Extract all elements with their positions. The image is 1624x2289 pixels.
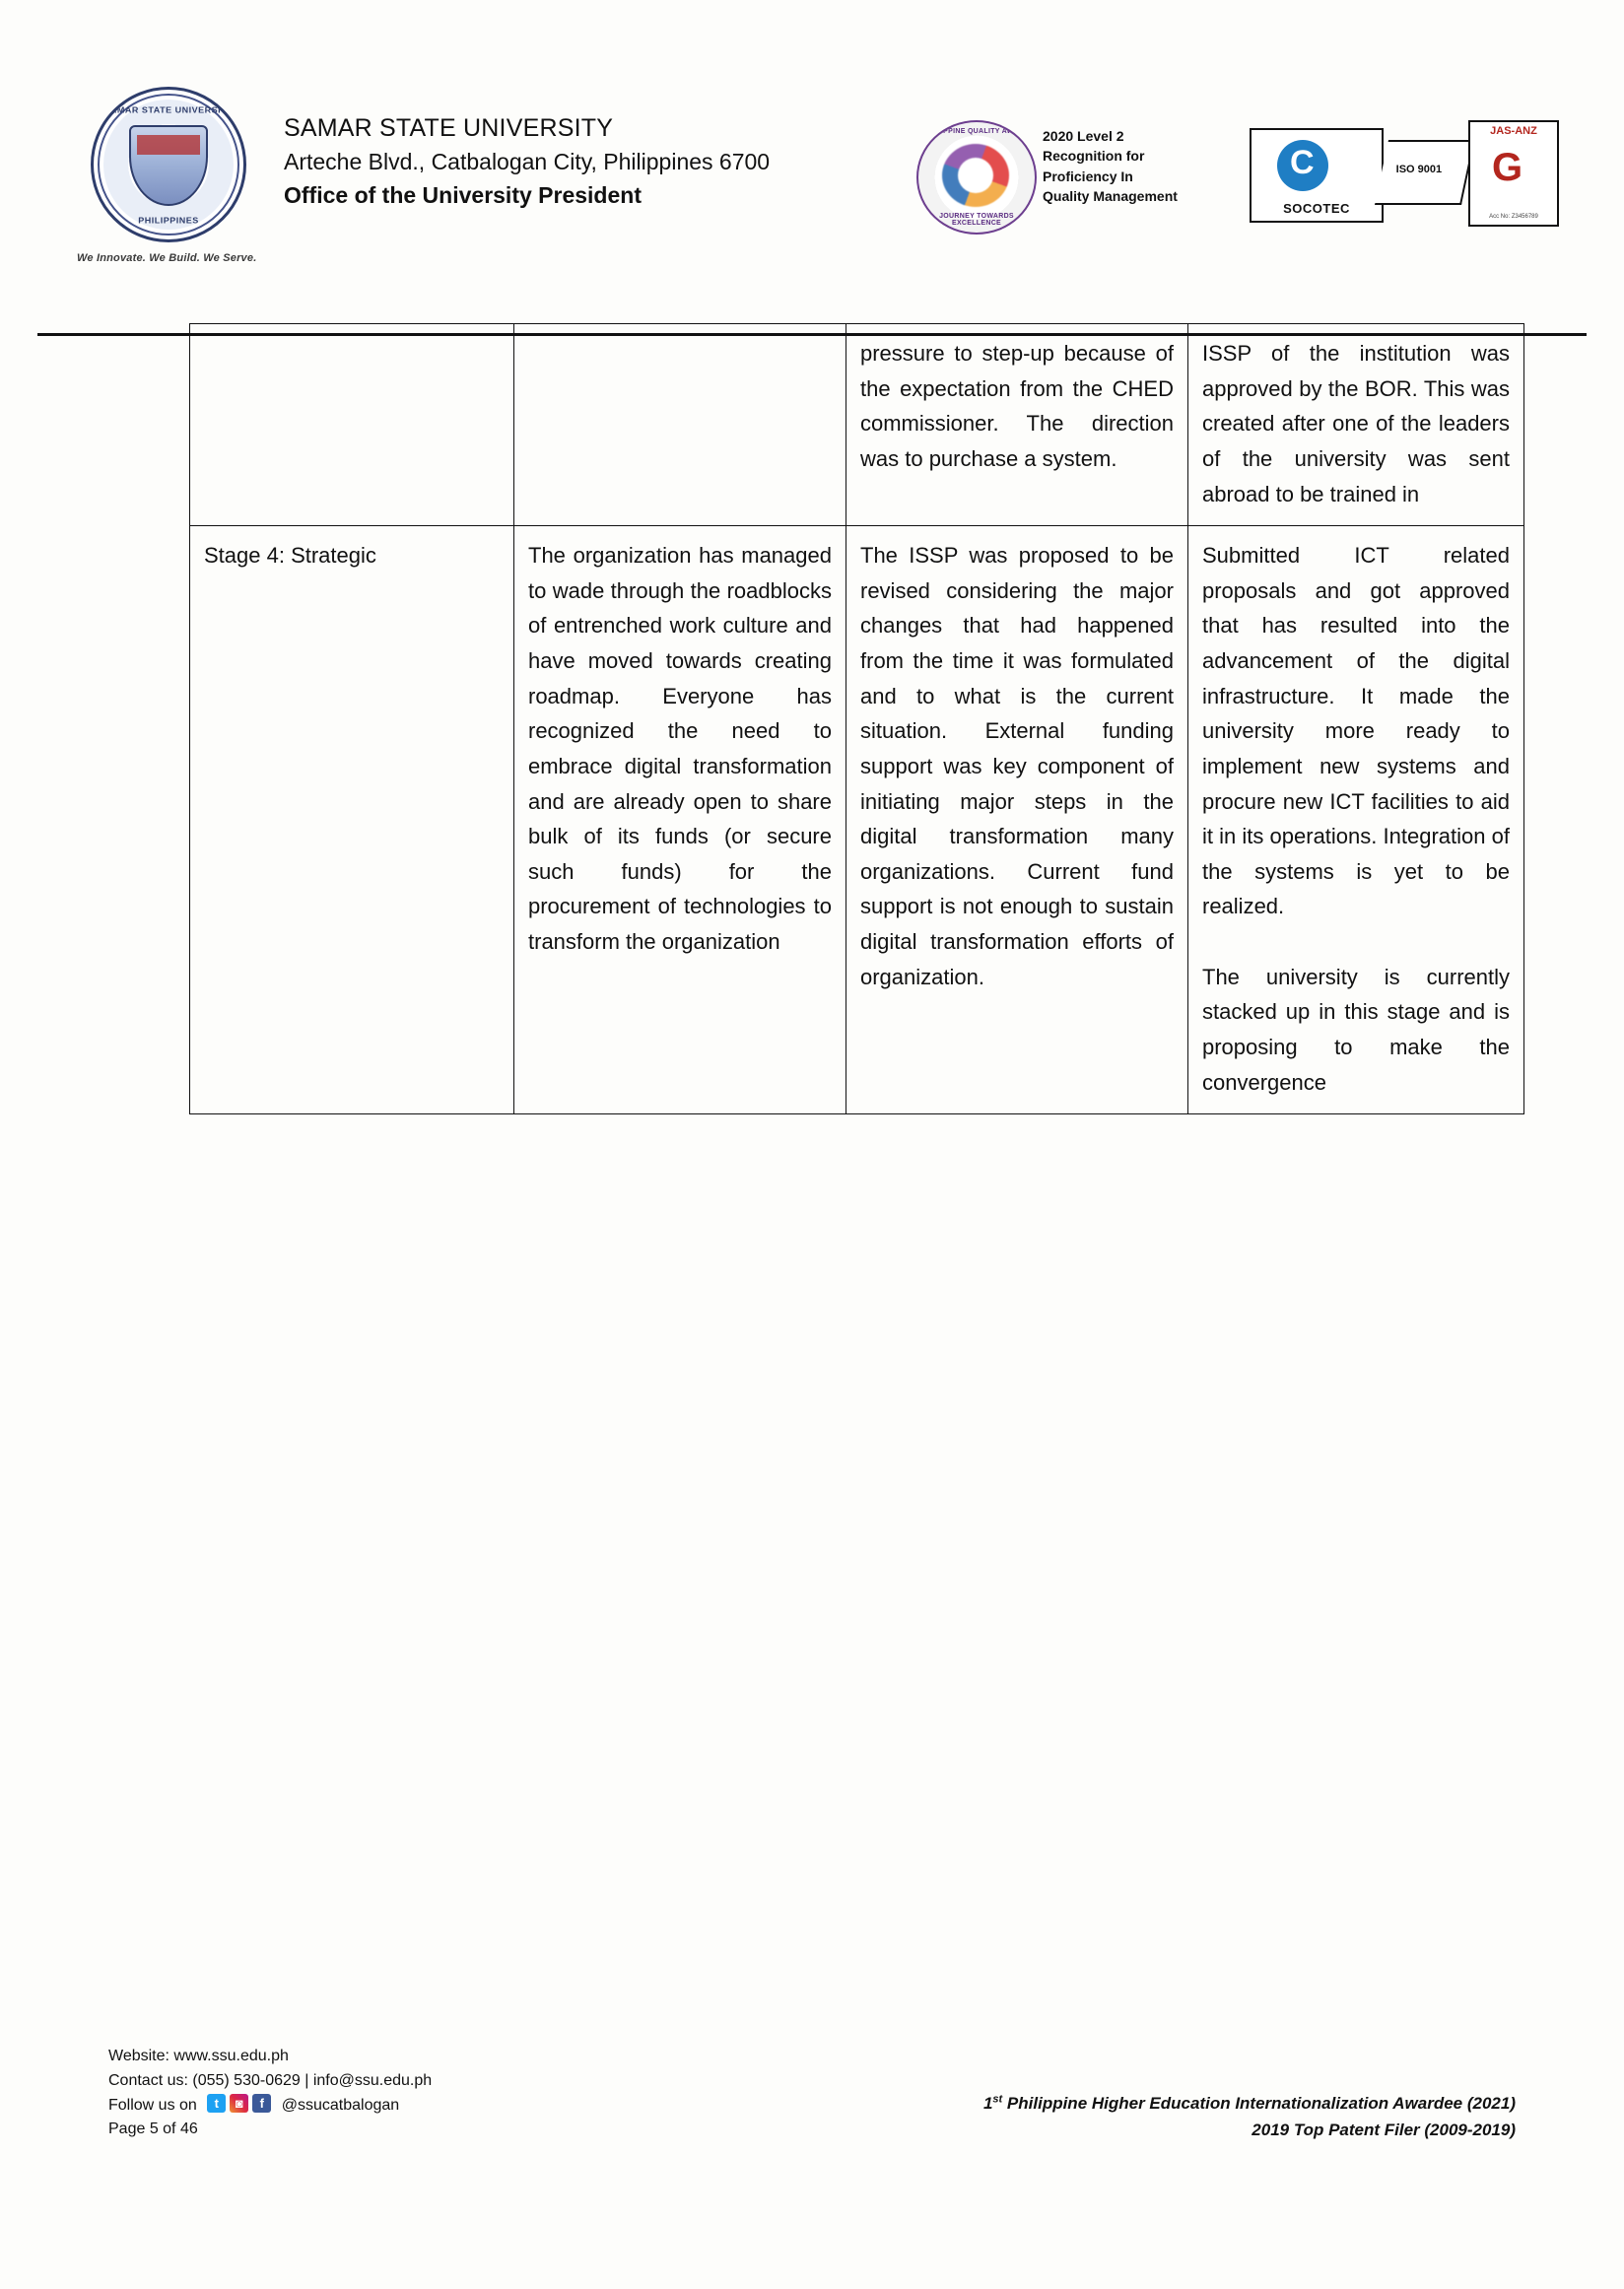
footer-award-line-2: 2019 Top Patent Filer (2009-2019): [1252, 2121, 1516, 2140]
twitter-icon[interactable]: t: [207, 2094, 226, 2113]
socotec-mark: [1277, 140, 1328, 191]
university-seal-icon: [91, 87, 246, 242]
paragraph-gap: [1202, 924, 1510, 960]
footer-page-number: Page 5 of 46: [108, 2121, 198, 2138]
jas-anz-logo-icon: [1468, 120, 1559, 227]
footer-awards-block: [983, 2090, 1516, 2143]
certification-logos-block: [1250, 120, 1545, 229]
document-footer: [0, 2045, 1624, 2222]
pqa-line-2: Recognition for: [1043, 148, 1145, 165]
footer-social-line: [108, 2094, 432, 2119]
table-cell-remarks-part-2: The university is currently stacked up in this stage and is proposing to make the convergence: [1202, 964, 1510, 1095]
table-cell-issp: The ISSP was proposed to be revised considering the major changes that had happened from the time it was formulated and to what is the current situation. External funding support was key component of initiating major steps in the digital transformation many organizations. Current fund support is not enough to sustain digital transformation efforts of organization.: [846, 526, 1188, 1114]
facebook-icon[interactable]: f: [252, 2094, 271, 2113]
jas-anz-accreditation-number: Acc No: Z3456789: [1489, 214, 1538, 220]
footer-award-number: 1: [982, 2094, 993, 2113]
seal-bottom-text: PHILIPPINES: [138, 216, 199, 226]
organization-address: Arteche Blvd., Catbalogan City, Philippines 6700: [284, 149, 771, 175]
pqa-line-3: Proficiency In: [1043, 168, 1133, 184]
instagram-icon[interactable]: ◙: [230, 2094, 248, 2113]
philippine-quality-award-icon: [916, 120, 1037, 235]
footer-contact: Contact us: (055) 530-0629 | info@ssu.edu.ph: [108, 2071, 433, 2089]
footer-award-ordinal: st: [992, 2093, 1003, 2106]
iso-9001-label: ISO 9001: [1395, 164, 1443, 175]
table-cell-stage: [190, 324, 514, 526]
footer-award-text: Philippine Higher Education Internationalization Awardee (2021): [1002, 2094, 1516, 2113]
pqa-accreditation-block: [916, 116, 1242, 235]
university-tagline: We Innovate. We Build. We Serve.: [77, 252, 257, 264]
table-cell-remarks-part-1: Submitted ICT related proposals and got approved that has resulted into the advancement of the digital infrastructure. It made the university more ready to implement new systems and procure new ICT facilities to aid it in its operations. Integration of the systems is yet to be realized.: [1202, 543, 1510, 919]
footer-website: Website: www.ssu.edu.ph: [108, 2048, 289, 2064]
pqa-recognition-text: [1043, 126, 1178, 206]
jas-anz-mark: G: [1492, 146, 1523, 189]
footer-award-line-1: [983, 2090, 1516, 2117]
table-cell-description: The organization has managed to wade through the roadblocks of entrenched work culture and have moved towards creating roadmap. Everyone has recognized the need to embrace digital transformation and are already open to share bulk of its funds (or secure such funds) for the procurement of technologies to transform the organization: [514, 526, 846, 1114]
table-cell-stage: Stage 4: Strategic: [190, 526, 514, 1114]
pqa-ring-top-text: PHILIPPINE QUALITY AWARD: [923, 128, 1030, 135]
socotec-logo-icon: [1250, 128, 1384, 223]
footer-social-handle: @ssucatbalogan: [281, 2096, 400, 2114]
jas-anz-label: JAS-ANZ: [1490, 125, 1537, 137]
organization-block: [284, 110, 770, 212]
maturity-stage-table: [189, 323, 1524, 1114]
seal-top-text: SAMAR STATE UNIVERSITY: [103, 105, 234, 115]
footer-follow-label: Follow us on: [108, 2096, 197, 2114]
pqa-swirl: [942, 144, 1009, 207]
pqa-ring-bottom-text: JOURNEY TOWARDS EXCELLENCE: [939, 213, 1014, 227]
table-row: [190, 526, 1524, 1114]
footer-contact-block: [108, 2045, 432, 2142]
table-cell-remarks: ISSP of the institution was approved by the BOR. This was created after one of the leaders of the university was sent abroad to be trained in: [1188, 324, 1524, 526]
socotec-name: SOCOTEC: [1283, 201, 1350, 216]
table-row: [190, 324, 1524, 526]
table-cell-remarks: [1188, 526, 1524, 1114]
organization-office: Office of the University President: [284, 181, 642, 208]
table-cell-description: [514, 324, 846, 526]
iso-9001-badge: [1375, 140, 1475, 205]
social-icons-group: [207, 2094, 271, 2113]
pqa-line-4: Quality Management: [1043, 187, 1178, 204]
table-cell-issp: pressure to step-up because of the expectation from the CHED commissioner. The direction was to purchase a system.: [846, 324, 1188, 526]
organization-name: SAMAR STATE UNIVERSITY: [284, 114, 614, 142]
document-header: [0, 59, 1624, 276]
pqa-line-1: 2020 Level 2: [1043, 128, 1124, 144]
